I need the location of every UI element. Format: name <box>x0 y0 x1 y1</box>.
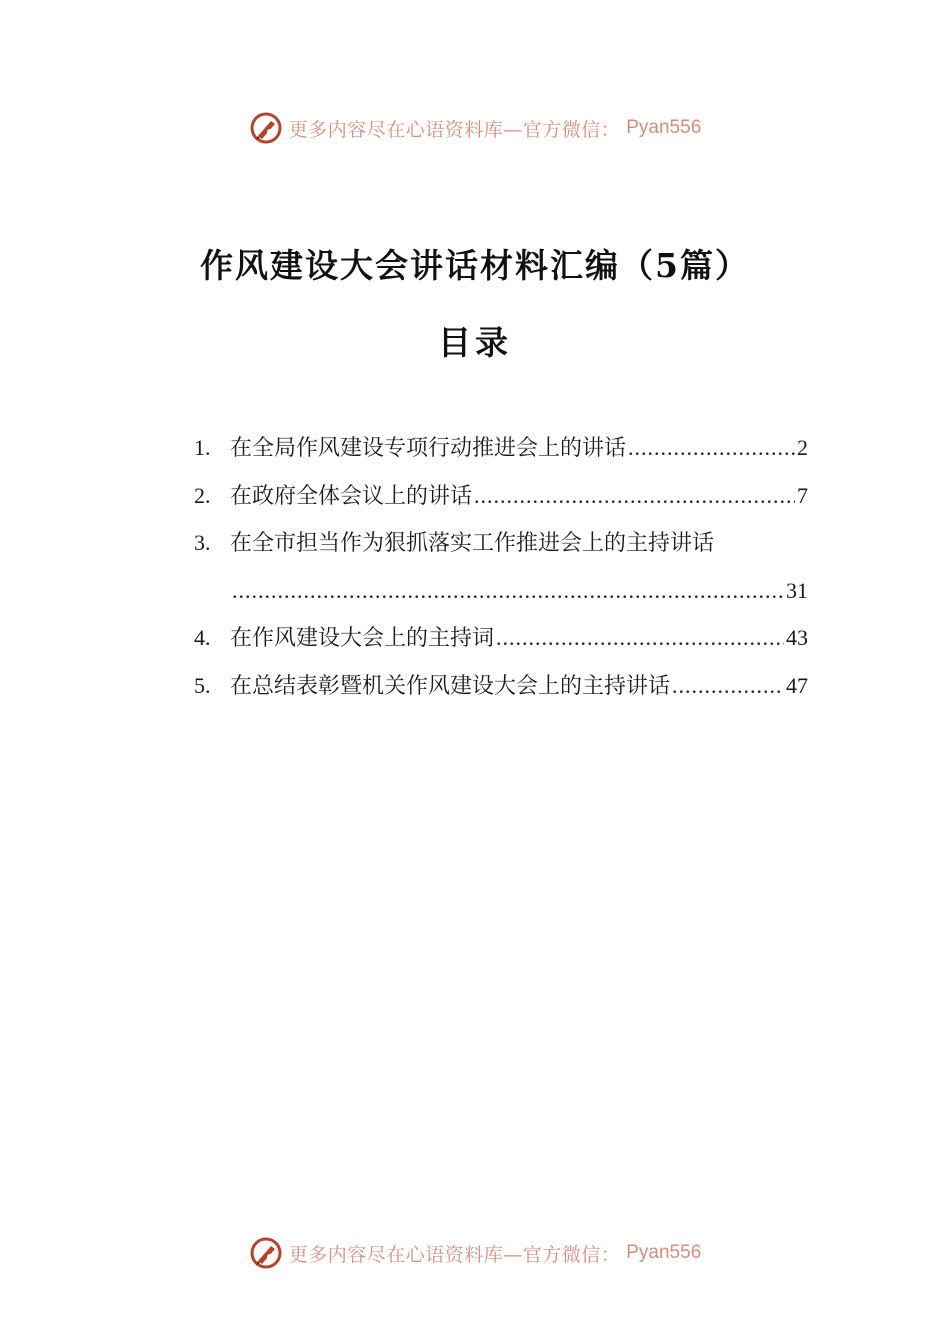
pen-logo-icon <box>249 111 283 145</box>
toc-entry-3-continuation[interactable] <box>194 571 808 619</box>
header-banner <box>0 108 950 148</box>
toc-entry-number: 2. <box>194 482 211 508</box>
toc-entry-title: 在全局作风建设专项行动推进会上的讲话 <box>230 436 627 461</box>
toc-entry-title: 在作风建设大会上的主持词 <box>230 626 495 651</box>
table-of-contents <box>194 428 808 713</box>
toc-entry-page: 31 <box>786 577 808 603</box>
toc-entry-page: 2 <box>797 435 808 460</box>
toc-entry-page: 43 <box>786 625 808 650</box>
toc-entry-title: 在政府全体会议上的讲话 <box>230 483 473 509</box>
toc-entry-page: 47 <box>786 672 808 698</box>
toc-entry-title: 在全市担当作为狠抓落实工作推进会上的主持讲话 <box>230 531 715 556</box>
banner-slogan: 更多内容尽在心语资料库—官方微信： <box>288 1243 621 1266</box>
banner-slogan: 更多内容尽在心语资料库—官方微信： <box>288 118 621 141</box>
toc-leader-dots <box>232 571 784 611</box>
toc-leader-dots <box>474 476 795 516</box>
toc-entry-number: 5. <box>194 672 211 698</box>
toc-leader-dots <box>672 666 784 706</box>
toc-entry-number: 1. <box>194 435 211 460</box>
toc-leader-dots <box>628 428 795 468</box>
pen-logo-icon <box>249 1236 283 1270</box>
footer-banner <box>0 1233 950 1273</box>
toc-heading: 目录 <box>438 323 512 362</box>
banner-wechat-id: Pyan556 <box>626 117 702 138</box>
toc-entry-number: 3. <box>194 530 211 555</box>
toc-entry-2[interactable] <box>194 476 808 524</box>
toc-entry-5[interactable] <box>194 666 808 714</box>
toc-entry-number: 4. <box>194 625 211 650</box>
toc-entry-4[interactable] <box>194 618 808 666</box>
toc-entry-3[interactable] <box>194 523 808 571</box>
toc-entry-1[interactable] <box>194 428 808 476</box>
toc-leader-dots <box>496 618 784 658</box>
document-title: 作风建设大会讲话材料汇编（5篇） <box>200 246 750 285</box>
banner-wechat-id: Pyan556 <box>626 1242 702 1263</box>
toc-entry-title: 在总结表彰暨机关作风建设大会上的主持讲话 <box>230 673 671 699</box>
toc-entry-page: 7 <box>797 482 808 508</box>
